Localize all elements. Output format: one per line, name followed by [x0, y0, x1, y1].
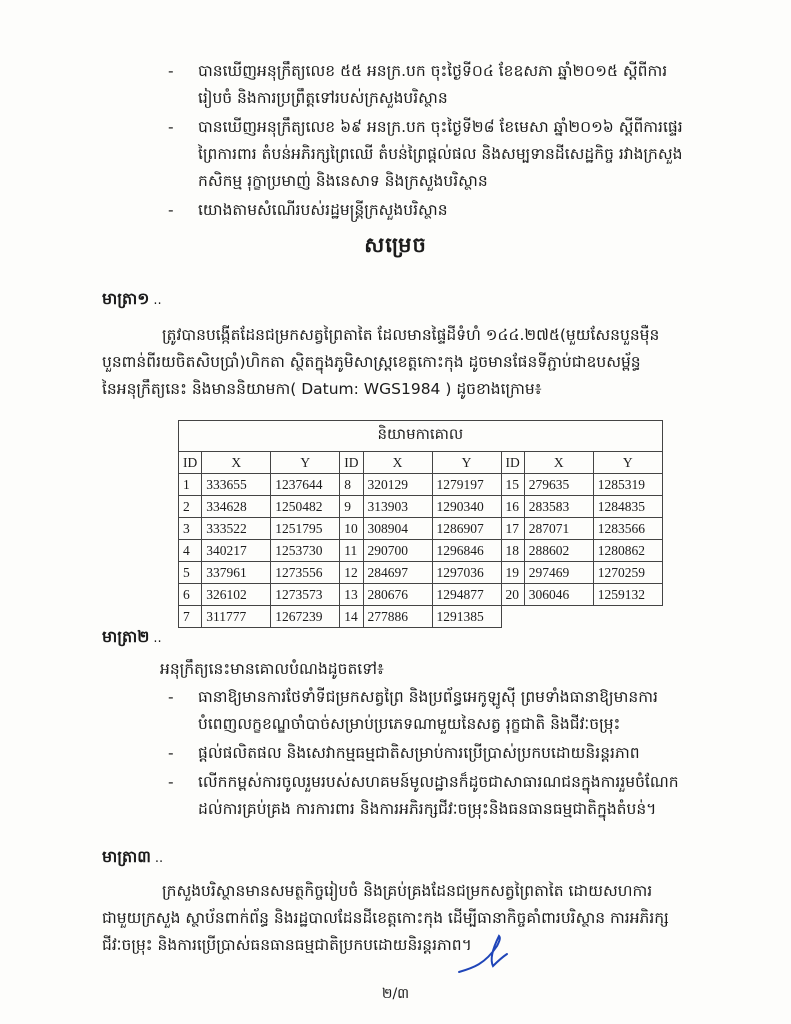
cell-x: 287071 [524, 518, 593, 540]
cell-id: 11 [340, 540, 363, 562]
cell-x: 326102 [202, 584, 271, 606]
table-header-row [179, 452, 663, 474]
article-3-paragraph [102, 878, 712, 959]
cell-x: 333655 [202, 474, 271, 496]
cell-id: 13 [340, 584, 363, 606]
bullet-line: ផ្តល់ផលិតផល និងសេវាកម្មធម្មជាតិសម្រាប់ការប្រើប្រាស់ប្រកបដោយនិរន្តរភាព [198, 744, 640, 762]
column-header: ID [340, 452, 363, 474]
cell-x: 320129 [363, 474, 432, 496]
article-1-paragraph [102, 322, 712, 403]
cell-x: 288602 [524, 540, 593, 562]
cell-y: 1286907 [432, 518, 501, 540]
cell-x: 306046 [524, 584, 593, 606]
cell-y: 1285319 [593, 474, 662, 496]
article-3-tail: .. [154, 851, 164, 866]
cell-y: 1253730 [271, 540, 340, 562]
cell-id: 16 [501, 496, 524, 518]
cell-x: 279635 [524, 474, 593, 496]
bullet-dash: - [168, 62, 174, 80]
cell-x: 311777 [202, 606, 271, 628]
cell-id: 17 [501, 518, 524, 540]
table-row [179, 496, 663, 518]
cell-id: 15 [501, 474, 524, 496]
cell-x: 284697 [363, 562, 432, 584]
cell-y: 1284835 [593, 496, 662, 518]
cell-y: 1294877 [432, 584, 501, 606]
cell-y: 1267239 [271, 606, 340, 628]
column-header: X [363, 452, 432, 474]
bullet-line: លើកកម្ពស់ការចូលរួមរបស់សហគមន៍មូលដ្ឋានក៏ដូចជាសាធារណជនក្នុងការរួមចំណែក [198, 773, 679, 791]
bullet-line: បានឃើញអនុក្រឹត្យលេខ ៦៩ អនក្រ.បក ចុះថ្ងៃទី២៨ ខែមេសា ឆ្នាំ២០១៦ ស្តីពីការផ្ទេរ [198, 118, 683, 136]
paragraph-line: ត្រូវបានបង្កើតដែនជម្រកសត្វព្រៃតាតៃ ដែលមានផ្ទៃដីទំហំ ១៤៤.២៧៥(មួយសែនបួនម៉ឺន [162, 326, 660, 344]
cell-id: 9 [340, 496, 363, 518]
bullet-line: យោងតាមសំណើរបស់រដ្ឋមន្ត្រីក្រសួងបរិស្ថាន [198, 201, 448, 219]
column-header: X [202, 452, 271, 474]
cell-y: 1283566 [593, 518, 662, 540]
bullet-dash: - [168, 118, 174, 136]
table-row [179, 474, 663, 496]
article-2-bullet [168, 769, 728, 823]
cell-x [524, 606, 593, 628]
cell-x: 337961 [202, 562, 271, 584]
page-number: ២/៣ [381, 986, 410, 1002]
cell-x: 333522 [202, 518, 271, 540]
intro-bullet-list [168, 58, 728, 224]
bullet-line: ព្រៃការពារ តំបន់អភិរក្សព្រៃឈើ តំបន់ព្រៃផ្តល់ផល និងសម្បទានដីសេដ្ឋកិច្ច រវាងក្រសួង [198, 145, 683, 163]
cell-y: 1237644 [271, 474, 340, 496]
cell-y [593, 606, 662, 628]
cell-id: 18 [501, 540, 524, 562]
paragraph-line: ក្រសួងបរិស្ថានមានសមត្ថកិច្ចរៀបចំ និងគ្រប់គ្រងដែនជម្រកសត្វព្រៃតាតៃ ដោយសហការ [162, 882, 653, 900]
paragraph-line: បួនពាន់ពីរយចិតសិបប្រាំ)ហិកតា ស្ថិតក្នុងភូមិសាស្ត្រខេត្តកោះកុង ដូចមានផែនទីភ្ជាប់ជាឧបសម្ព័ន្ធ [102, 353, 641, 371]
cell-x: 283583 [524, 496, 593, 518]
column-header: ID [501, 452, 524, 474]
table-caption: និយាមកាគោល [179, 421, 663, 452]
article-3-label: មាត្រា៣ [102, 847, 151, 866]
cell-y: 1250482 [271, 496, 340, 518]
cell-id: 3 [179, 518, 202, 540]
cell-id: 6 [179, 584, 202, 606]
cell-x: 308904 [363, 518, 432, 540]
article-1-tail: .. [153, 293, 162, 308]
table-row [179, 540, 663, 562]
table-row [179, 518, 663, 540]
bullet-line: កសិកម្ម រុក្ខាប្រមាញ់ និងនេសាទ និងក្រសួងបរិស្ថាន [198, 172, 488, 190]
bullet-line: ដល់ការគ្រប់គ្រង ការការពារ និងការអភិរក្សជីវៈចម្រុះនិងធនធានធម្មជាតិក្នុងតំបន់។ [198, 800, 657, 818]
cell-id: 10 [340, 518, 363, 540]
cell-y: 1279197 [432, 474, 501, 496]
article-2-bullet [168, 740, 728, 767]
article-2-heading [102, 626, 162, 650]
cell-id: 19 [501, 562, 524, 584]
article-1-heading [102, 288, 162, 312]
cell-x: 280676 [363, 584, 432, 606]
cell-id: 12 [340, 562, 363, 584]
cell-y: 1270259 [593, 562, 662, 584]
bullet-line: បានឃើញអនុក្រឹត្យលេខ ៥៥ អនក្រ.បក ចុះថ្ងៃទី០៤ ខែឧសភា ឆ្នាំ២០១៥ ស្តីពីការ [198, 62, 668, 80]
bullet-dash: - [168, 201, 174, 219]
intro-bullet [168, 114, 728, 195]
cell-y: 1259132 [593, 584, 662, 606]
paragraph-line: ជីវៈចម្រុះ និងការប្រើប្រាស់ធនធានធម្មជាតិប្រកបដោយនិរន្តរភាព។ [102, 936, 472, 954]
intro-bullet [168, 58, 728, 112]
cell-id: 20 [501, 584, 524, 606]
cell-id: 14 [340, 606, 363, 628]
initials-signature [455, 928, 515, 978]
cell-y: 1291385 [432, 606, 501, 628]
bullet-dash: - [168, 688, 174, 706]
table-row [179, 562, 663, 584]
cell-id: 5 [179, 562, 202, 584]
cell-x: 340217 [202, 540, 271, 562]
column-header: Y [593, 452, 662, 474]
cell-id [501, 606, 524, 628]
table-row [179, 606, 663, 628]
article-2-bullet-list [168, 684, 728, 823]
cell-y: 1251795 [271, 518, 340, 540]
column-header: ID [179, 452, 202, 474]
bullet-line: បំពេញលក្ខខណ្ឌចាំបាច់សម្រាប់ប្រភេទណាមួយនៃសត្វ រុក្ខជាតិ និងជីវៈចម្រុះ [198, 715, 621, 733]
bullet-dash: - [168, 744, 174, 762]
bullet-dash: - [168, 773, 174, 791]
decision-title: សម្រេច [364, 232, 427, 257]
cell-id: 2 [179, 496, 202, 518]
column-header: X [524, 452, 593, 474]
coordinate-table [178, 420, 663, 628]
bullet-line: រៀបចំ និងការប្រព្រឹត្តទៅរបស់ក្រសួងបរិស្ថាន [198, 89, 448, 107]
intro-bullet [168, 197, 728, 224]
cell-x: 334628 [202, 496, 271, 518]
column-header: Y [271, 452, 340, 474]
cell-id: 8 [340, 474, 363, 496]
article-1-label: មាត្រា១ [102, 289, 150, 308]
article-2-intro: អនុក្រឹត្យនេះមានគោលបំណងដូចតទៅ៖ [160, 660, 384, 678]
cell-id: 4 [179, 540, 202, 562]
paragraph-line: ជាមួយក្រសួង ស្ថាប័នពាក់ព័ន្ធ និងរដ្ឋបាលដែនដីខេត្តកោះកុង ដើម្បីធានាកិច្ចគាំពារបរិស្ថាន ការអភិរក្ស [102, 909, 669, 927]
cell-y: 1273556 [271, 562, 340, 584]
article-2-bullet [168, 684, 728, 738]
article-2-label: មាត្រា២ [102, 627, 150, 646]
cell-x: 313903 [363, 496, 432, 518]
cell-id: 7 [179, 606, 202, 628]
article-3-heading [102, 846, 163, 870]
cell-y: 1280862 [593, 540, 662, 562]
cell-y: 1296846 [432, 540, 501, 562]
column-header: Y [432, 452, 501, 474]
cell-x: 277886 [363, 606, 432, 628]
cell-y: 1297036 [432, 562, 501, 584]
cell-y: 1273573 [271, 584, 340, 606]
cell-x: 297469 [524, 562, 593, 584]
bullet-line: ធានាឱ្យមានការថែទាំទីជម្រកសត្វព្រៃ និងប្រព័ន្ធអេកូឡូស៊ី ព្រមទាំងធានាឱ្យមានការ [198, 688, 658, 706]
cell-x: 290700 [363, 540, 432, 562]
cell-y: 1290340 [432, 496, 501, 518]
article-2-tail: .. [153, 631, 162, 646]
paragraph-line: នៃអនុក្រឹត្យនេះ និងមាននិយាមកា( Datum: WGS1984 ) ដូចខាងក្រោម៖ [102, 380, 542, 398]
table-row [179, 584, 663, 606]
cell-id: 1 [179, 474, 202, 496]
